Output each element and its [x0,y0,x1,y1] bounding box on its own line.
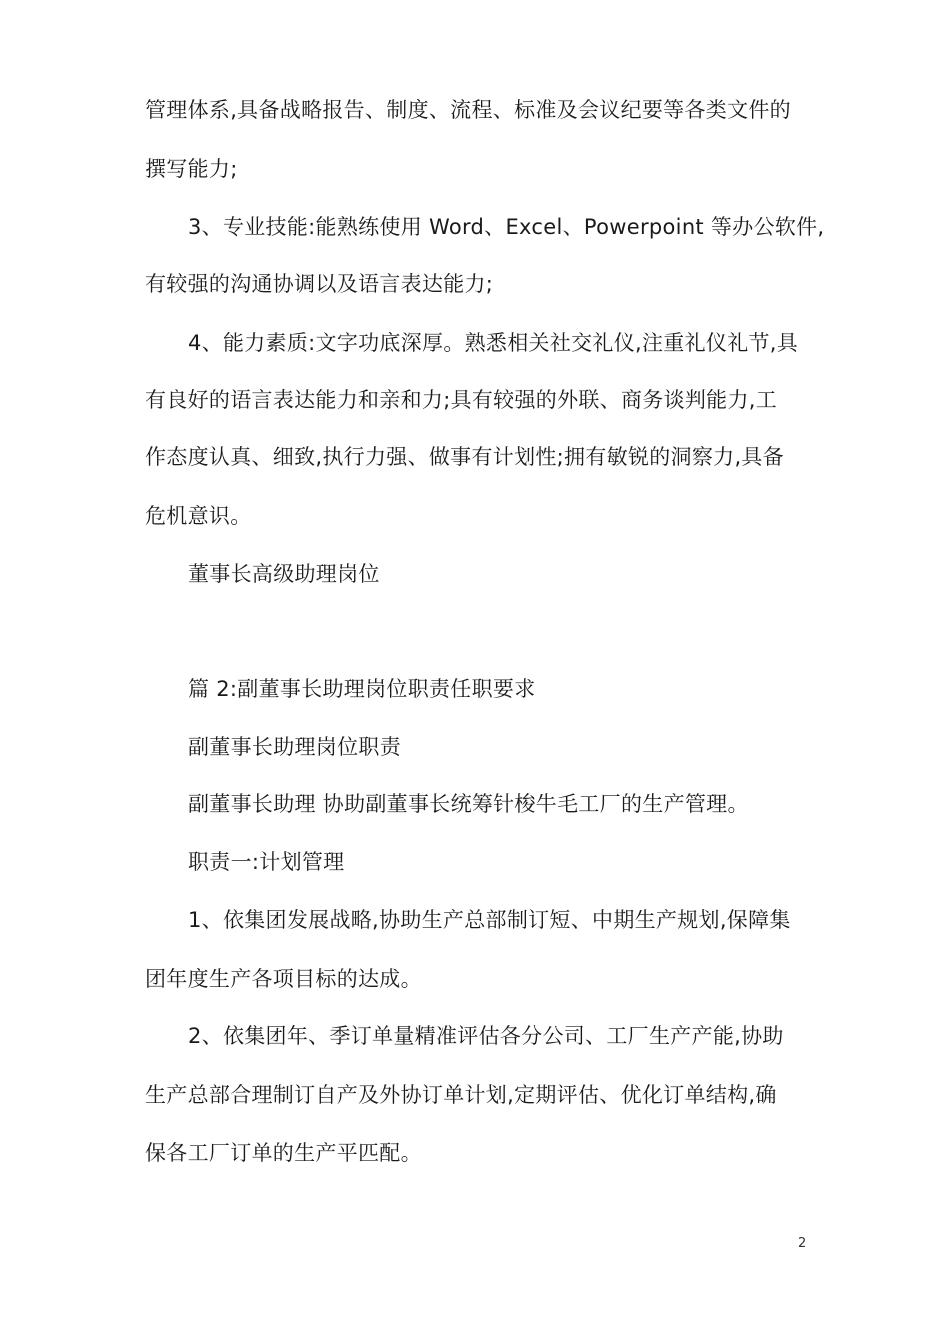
text-line: 管理体系,具备战略报告、制度、流程、标准及会议纪要等各类文件的 [145,98,791,122]
page-number: 2 [798,1236,807,1251]
text-line: 3、专业技能:能熟练使用 Word、Excel、Powerpoint 等办公软件, [188,215,825,239]
text-line: 副董事长助理岗位职责 [188,735,401,759]
text-line: 有较强的沟通协调以及语言表达能力; [145,272,494,296]
text-line: 生产总部合理制订自产及外协订单计划,定期评估、优化订单结构,确 [145,1083,777,1107]
text-line: 2、依集团年、季订单量精准评估各分公司、工厂生产产能,协助 [188,1024,784,1048]
text-line: 团年度生产各项目标的达成。 [145,967,422,991]
text-line: 撰写能力; [145,157,238,181]
text-line: 4、能力素质:文字功底深厚。熟悉相关社交礼仪,注重礼仪礼节,具 [188,331,799,355]
text-line: 董事长高级助理岗位 [188,562,380,586]
text-line: 危机意识。 [145,504,252,528]
text-line: 职责一:计划管理 [188,850,345,874]
text-line: 有良好的语言表达能力和亲和力;具有较强的外联、商务谈判能力,工 [145,388,778,412]
text-line: 作态度认真、细致,执行力强、做事有计划性;拥有敏锐的洞察力,具备 [145,445,785,469]
text-line: 保各工厂订单的生产平匹配。 [145,1141,422,1165]
text-line: 副董事长助理 协助副董事长统筹针梭牛毛工厂的生产管理。 [188,792,749,816]
text-line: 1、依集团发展战略,协助生产总部制订短、中期生产规划,保障集 [188,908,791,932]
section-heading: 篇 2:副董事长助理岗位职责任职要求 [188,677,536,701]
